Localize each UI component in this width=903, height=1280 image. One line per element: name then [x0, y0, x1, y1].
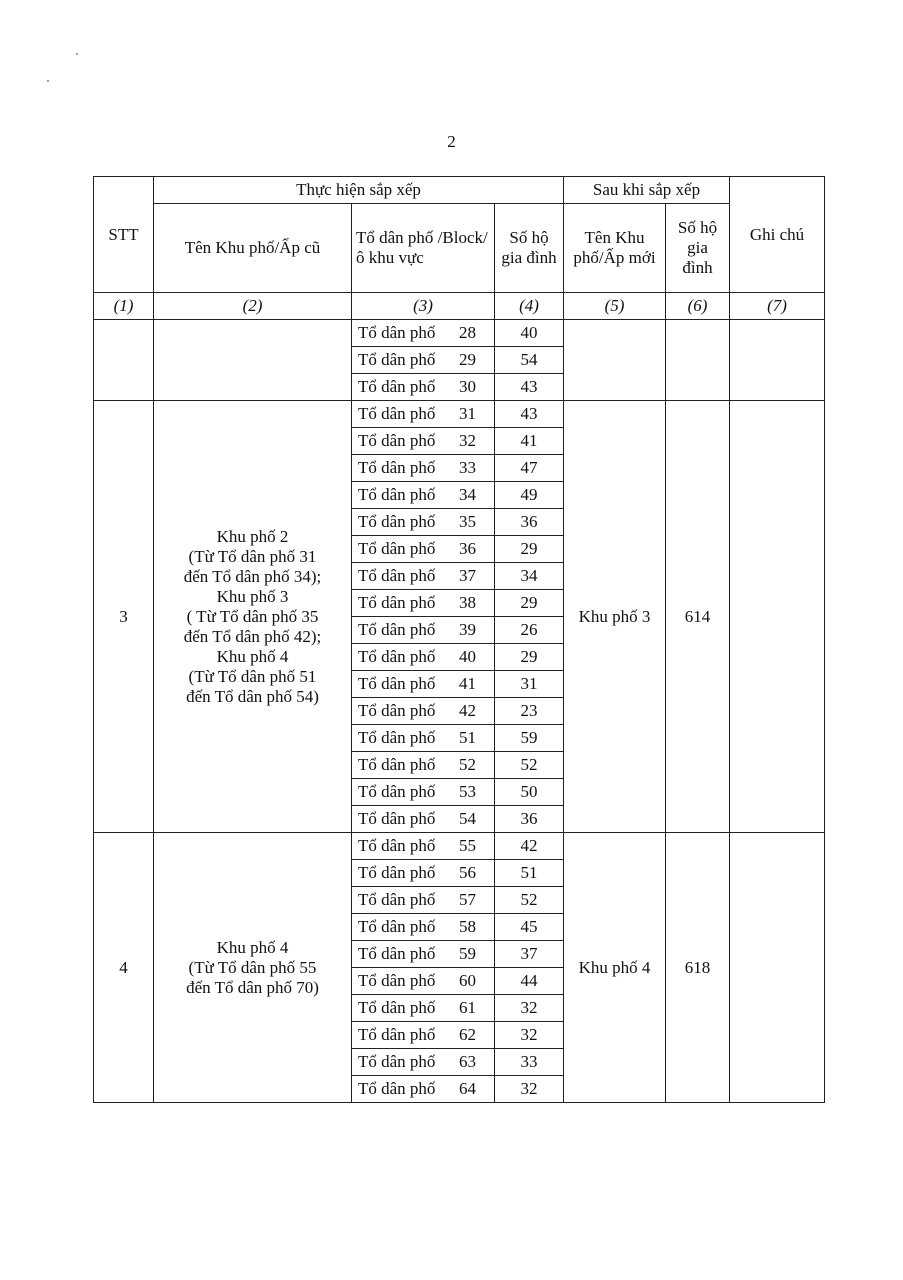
block-name-cell: [352, 482, 495, 509]
block-label: Tổ dân phố: [358, 377, 436, 396]
block-label: Tổ dân phố: [358, 593, 436, 612]
block-number: 58: [459, 917, 476, 936]
households-cell: 29: [495, 590, 564, 617]
stt-cell: 3: [94, 401, 154, 833]
households-cell: 52: [495, 752, 564, 779]
block-number: 53: [459, 782, 476, 801]
block-number: 39: [459, 620, 476, 639]
households-cell: 32: [495, 1076, 564, 1103]
households-cell: 26: [495, 617, 564, 644]
header-row-groups: [94, 177, 825, 204]
column-number: (4): [495, 293, 564, 320]
block-label: Tổ dân phố: [358, 863, 436, 882]
block-name-cell: [352, 536, 495, 563]
header-row-numbers: [94, 293, 825, 320]
block-name-cell: [352, 752, 495, 779]
block-name-cell: [352, 779, 495, 806]
old-area-cell: [154, 320, 352, 401]
block-number: 33: [459, 458, 476, 477]
table-row: [94, 401, 825, 428]
block-name-cell: [352, 590, 495, 617]
header-group-after: Sau khi sắp xếp: [564, 177, 730, 204]
block-label: Tổ dân phố: [358, 404, 436, 423]
block-number: 32: [459, 431, 476, 450]
households-cell: 43: [495, 374, 564, 401]
block-number: 36: [459, 539, 476, 558]
block-name-cell: [352, 617, 495, 644]
block-number: 64: [459, 1079, 476, 1098]
block-label: Tổ dân phố: [358, 431, 436, 450]
block-name-cell: [352, 320, 495, 347]
households-cell: 43: [495, 401, 564, 428]
block-number: 30: [459, 377, 476, 396]
header-note: Ghi chú: [730, 177, 825, 293]
block-label: Tổ dân phố: [358, 485, 436, 504]
households-cell: 36: [495, 509, 564, 536]
block-label: Tổ dân phố: [358, 701, 436, 720]
block-name-cell: [352, 455, 495, 482]
block-name-cell: [352, 1076, 495, 1103]
block-label: Tổ dân phố: [358, 566, 436, 585]
block-number: 57: [459, 890, 476, 909]
households-cell: 50: [495, 779, 564, 806]
block-label: Tổ dân phố: [358, 998, 436, 1017]
header-old-area: Tên Khu phố/Ấp cũ: [154, 204, 352, 293]
block-label: Tổ dân phố: [358, 620, 436, 639]
households-cell: 37: [495, 941, 564, 968]
header-group-before: Thực hiện sắp xếp: [154, 177, 564, 204]
column-number: (6): [666, 293, 730, 320]
block-name-cell: [352, 347, 495, 374]
header-row-columns: [94, 204, 825, 293]
block-number: 42: [459, 701, 476, 720]
block-label: Tổ dân phố: [358, 1025, 436, 1044]
table-row: [94, 320, 825, 347]
households-cell: 42: [495, 833, 564, 860]
block-name-cell: [352, 968, 495, 995]
block-number: 54: [459, 809, 476, 828]
households-cell: 29: [495, 644, 564, 671]
block-label: Tổ dân phố: [358, 1079, 436, 1098]
households-cell: 54: [495, 347, 564, 374]
scan-speck: [47, 80, 49, 82]
households-cell: 23: [495, 698, 564, 725]
new-area-cell: Khu phố 4: [564, 833, 666, 1103]
households-cell: 36: [495, 806, 564, 833]
block-number: 40: [459, 647, 476, 666]
new-households-cell: 614: [666, 401, 730, 833]
block-name-cell: [352, 644, 495, 671]
block-number: 60: [459, 971, 476, 990]
note-cell: [730, 833, 825, 1103]
block-label: Tổ dân phố: [358, 782, 436, 801]
block-name-cell: [352, 509, 495, 536]
header-new-households: Số hộ gia đình: [666, 204, 730, 293]
block-label: Tổ dân phố: [358, 755, 436, 774]
new-area-cell: [564, 320, 666, 401]
block-number: 62: [459, 1025, 476, 1044]
block-name-cell: [352, 428, 495, 455]
old-area-cell: Khu phố 4 (Từ Tổ dân phố 55 đến Tổ dân phố 70): [154, 833, 352, 1103]
households-cell: 47: [495, 455, 564, 482]
block-name-cell: [352, 698, 495, 725]
block-number: 41: [459, 674, 476, 693]
block-label: Tổ dân phố: [358, 971, 436, 990]
block-name-cell: [352, 374, 495, 401]
new-area-cell: Khu phố 3: [564, 401, 666, 833]
block-name-cell: [352, 995, 495, 1022]
column-number: (2): [154, 293, 352, 320]
header-block: Tổ dân phố /Block/ô khu vực: [352, 204, 495, 293]
households-cell: 40: [495, 320, 564, 347]
block-number: 51: [459, 728, 476, 747]
households-cell: 59: [495, 725, 564, 752]
block-name-cell: [352, 401, 495, 428]
old-area-cell: Khu phố 2 (Từ Tổ dân phố 31 đến Tổ dân phố 34); Khu phố 3 ( Từ Tổ dân phố 35 đến Tổ dân phố 42); Khu phố 4 (Từ Tổ dân phố 51 đến Tổ dân phố 54): [154, 401, 352, 833]
block-name-cell: [352, 833, 495, 860]
households-cell: 31: [495, 671, 564, 698]
stt-cell: [94, 320, 154, 401]
block-label: Tổ dân phố: [358, 350, 436, 369]
households-cell: 51: [495, 860, 564, 887]
households-cell: 34: [495, 563, 564, 590]
note-cell: [730, 320, 825, 401]
block-label: Tổ dân phố: [358, 458, 436, 477]
block-number: 38: [459, 593, 476, 612]
block-label: Tổ dân phố: [358, 809, 436, 828]
households-cell: 49: [495, 482, 564, 509]
block-number: 29: [459, 350, 476, 369]
block-name-cell: [352, 941, 495, 968]
block-number: 52: [459, 755, 476, 774]
block-name-cell: [352, 563, 495, 590]
header-new-area: Tên Khu phố/Ấp mới: [564, 204, 666, 293]
households-cell: 45: [495, 914, 564, 941]
households-cell: 44: [495, 968, 564, 995]
block-name-cell: [352, 671, 495, 698]
block-number: 35: [459, 512, 476, 531]
block-label: Tổ dân phố: [358, 728, 436, 747]
block-name-cell: [352, 860, 495, 887]
households-cell: 32: [495, 1022, 564, 1049]
page-number: 2: [447, 132, 456, 151]
block-label: Tổ dân phố: [358, 674, 436, 693]
column-number: (1): [94, 293, 154, 320]
block-label: Tổ dân phố: [358, 1052, 436, 1071]
block-label: Tổ dân phố: [358, 944, 436, 963]
households-cell: 33: [495, 1049, 564, 1076]
block-number: 37: [459, 566, 476, 585]
header-households: Số hộ gia đình: [495, 204, 564, 293]
block-name-cell: [352, 887, 495, 914]
column-number: (7): [730, 293, 825, 320]
block-name-cell: [352, 725, 495, 752]
households-cell: 32: [495, 995, 564, 1022]
table-body: [94, 177, 825, 1103]
block-name-cell: [352, 1022, 495, 1049]
block-number: 56: [459, 863, 476, 882]
block-number: 31: [459, 404, 476, 423]
block-name-cell: [352, 1049, 495, 1076]
block-number: 34: [459, 485, 476, 504]
block-label: Tổ dân phố: [358, 647, 436, 666]
block-name-cell: [352, 806, 495, 833]
households-cell: 29: [495, 536, 564, 563]
block-number: 28: [459, 323, 476, 342]
block-label: Tổ dân phố: [358, 539, 436, 558]
column-number: (3): [352, 293, 495, 320]
table-row: [94, 833, 825, 860]
block-number: 61: [459, 998, 476, 1017]
column-number: (5): [564, 293, 666, 320]
households-cell: 52: [495, 887, 564, 914]
new-households-cell: [666, 320, 730, 401]
households-cell: 41: [495, 428, 564, 455]
block-label: Tổ dân phố: [358, 512, 436, 531]
new-households-cell: 618: [666, 833, 730, 1103]
note-cell: [730, 401, 825, 833]
block-label: Tổ dân phố: [358, 890, 436, 909]
header-stt: STT: [94, 177, 154, 293]
stt-cell: 4: [94, 833, 154, 1103]
block-number: 63: [459, 1052, 476, 1071]
block-label: Tổ dân phố: [358, 323, 436, 342]
block-name-cell: [352, 914, 495, 941]
block-label: Tổ dân phố: [358, 917, 436, 936]
block-number: 59: [459, 944, 476, 963]
reorganization-table: [93, 176, 825, 1103]
block-label: Tổ dân phố: [358, 836, 436, 855]
scan-speck: [76, 53, 78, 55]
block-number: 55: [459, 836, 476, 855]
